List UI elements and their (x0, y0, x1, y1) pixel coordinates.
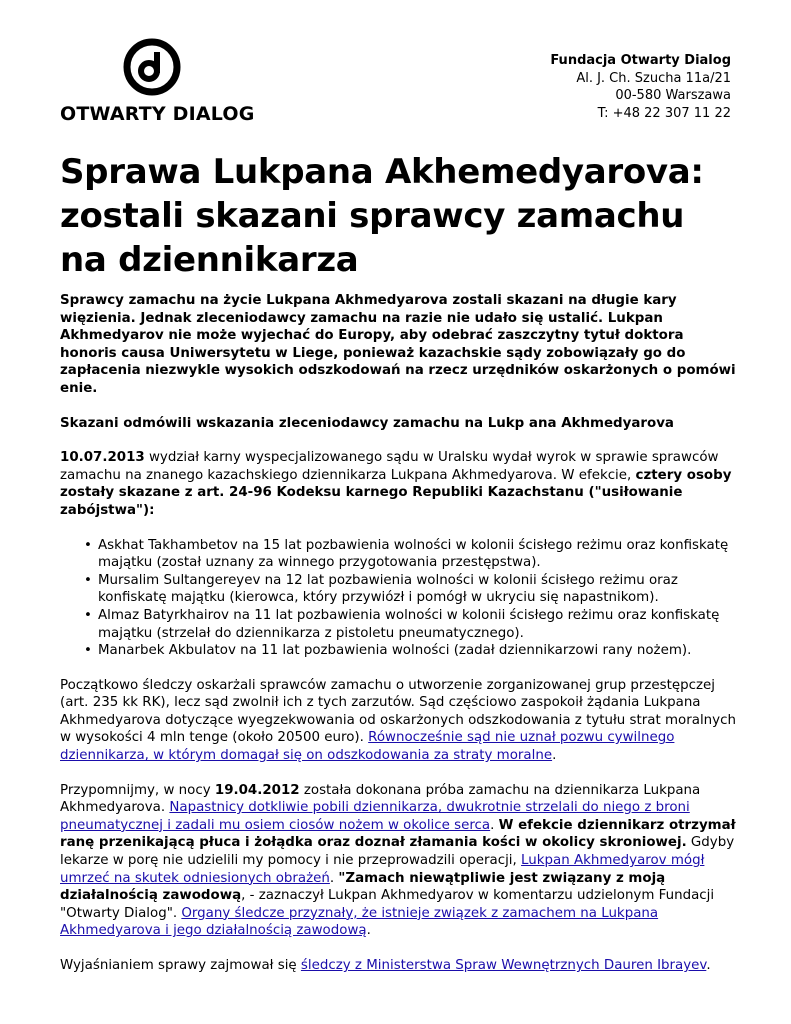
investigation-link[interactable]: Organy śledcze przyznały, że istnieje związek z zamachem na Lukpana Akhmedyarova i jego działalnością zawodową (60, 905, 659, 939)
page-title: Sprawa Lukpana Akhemedyarova: zostali skazani sprawcy zamachu na dziennikarza (60, 152, 704, 280)
paragraph-attack (60, 782, 740, 940)
attack-text-1: Przypomnijmy, w nocy (60, 782, 215, 798)
logo-text: OTWARTY DIALOG (60, 103, 255, 125)
attack-text-4: Gdyby lekarze w porę nie udzielili my pomocy i nie przeprowadzili operacji, (60, 835, 735, 869)
attack-text-5: . (329, 870, 339, 886)
convicts-list (60, 537, 740, 660)
investigator-text: Wyjaśnianiem sprawy zajmował się (60, 958, 301, 973)
charges-text: Początkowo śledczy oskarżali sprawców zamachu o utworzenie zorganizowanej grup przestępczej (art. 235 kk RK), lecz sąd zwolnił ich z tych zarzutów. Sąd częściowo zaspokoił żądania Lukpana Akhmedyarova dotyczące wyegzekwowania od oskarżonych odszkodowania z tytułu strat moralnych w wysokości 4 mln tenge (około 20500 euro). (60, 677, 736, 746)
list-item: • Almaz Batyrkhairov na 11 lat pozbawienia wolności w kolonii ścisłego reżimu oraz konfiskatę majątku (strzelał do dziennikarza z pistoletu pneumatycznego). (98, 607, 740, 642)
phone-number: T: +48 22 307 11 22 (597, 105, 731, 121)
verdict-bold: cztery osoby zostały skazane z art. 24-96 Kodeksu karnego Republiki Kazachstanu ("usiłowanie zabójstwa"): (60, 467, 732, 518)
verdict-text: wydział karny wyspecjalizowanego sądu w Uralsku wydał wyrok w sprawie sprawców zamachu na znanego kazachskiego dziennikarza Lukpana Akhmedyarova. W efekcie, (60, 450, 719, 483)
injuries-bold: W efekcie dziennikarz otrzymał ranę przenikającą płuca i żołądka oraz doznał złamania kości w okolicy skroniowej. (60, 817, 736, 851)
list-item: • Manarbek Akbulatov na 11 lat pozbawienia wolności (zadał dziennikarzowi rany nożem). (98, 642, 740, 660)
attack-text-2: została dokonana próba zamachu na dziennikarza Lukpana Akhmedyarova. (60, 782, 701, 816)
list-item: • Mursalim Sultangereyev na 12 lat pozbawienia wolności w kolonii ścisłego reżimu oraz konfiskatę majątku (kierowca, który przywiózł i pomógł w ukryciu się napastnikom). (98, 572, 740, 607)
paragraph-verdict (60, 449, 740, 519)
address-line-2: 00-580 Warszawa (615, 88, 731, 103)
attack-details-link[interactable]: Napastnicy dotkliwie pobili dziennikarza, dwukrotnie strzelali do niego z broni pneumatycznej i zadali mu osiem ciosów nożem w okolice serca (60, 800, 690, 833)
paragraph-investigator (60, 957, 740, 975)
address-block (550, 52, 731, 122)
list-item: • Askhat Takhambetov na 15 lat pozbawienia wolności w kolonii ścisłego reżimu oraz konfiskatę majątku (został uznany za winnego przygotowania przestępstwa). (98, 537, 740, 572)
attack-text-7: . (366, 923, 371, 939)
paragraph-charges (60, 677, 740, 765)
verdict-date: 10.07.2013 (60, 450, 145, 466)
quote-bold: "Zamach niewątpliwie jest związany z moją działalnością zawodową (60, 870, 666, 904)
investigator-end: . (706, 958, 711, 973)
attack-text-6: , - zaznaczył Lukpan Akhmedyarov w komentarzu udzielonym Fundacji "Otwarty Dialog". (60, 888, 715, 921)
logo (60, 36, 255, 125)
investigator-link[interactable]: śledczy z Ministerstwa Spraw Wewnętrznych Dauren Ibrayev (300, 958, 707, 973)
attack-date: 19.04.2012 (214, 782, 300, 798)
address-line-1: Al. J. Ch. Szucha 11a/21 (576, 70, 731, 86)
could-have-died-link[interactable]: Lukpan Akhmedyarov mógł umrzeć na skutek odniesionych obrażeń (60, 853, 705, 886)
subheading: Skazani odmówili wskazania zleceniodawcy zamachu na Lukp ana Akhmedyarova (60, 415, 674, 431)
charges-end: . (552, 748, 557, 764)
civil-suit-link[interactable]: Równocześnie sąd nie uznał pozwu cywilnego dziennikarza, w którym domagał się on odszkodowania za straty moralne (60, 730, 675, 764)
org-name: Fundacja Otwarty Dialog (550, 53, 731, 68)
article-body (60, 292, 740, 992)
attack-text-3: . (490, 817, 499, 833)
lead-paragraph: Sprawcy zamachu na życie Lukpana Akhmedyarova zostali skazani na długie kary więzienia. Jednak zleceniodawcy zamachu na razie nie udało się ustalić. Lukpan Akhmedyarov nie może wyjechać do Europy, aby odebrać zaszczytny tytuł doktora honoris causa Uniwersytetu w Liege, ponieważ kazachskie sądy zobowiązały go do zapłacenia niezwykle wysokich odszkodowań na rzecz urzędników oskarżonych o pomówi enie. (60, 293, 736, 396)
otwarty-dialog-logo-icon (121, 36, 183, 98)
